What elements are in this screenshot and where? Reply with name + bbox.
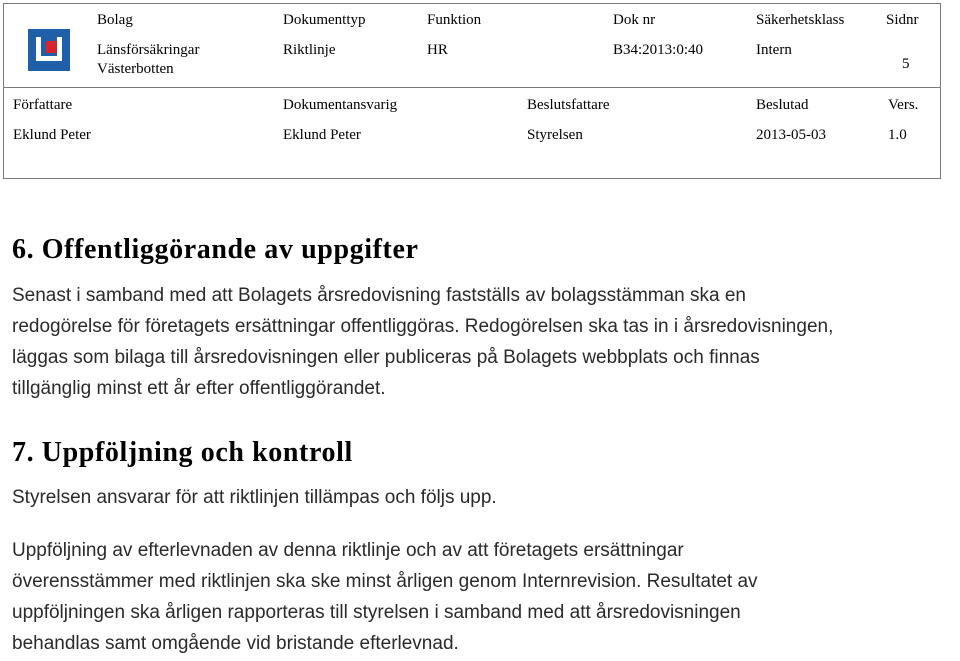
label-dokumentansvarig: Dokumentansvarig [283, 97, 398, 113]
paragraph-line: Senast i samband med att Bolagets årsredovisning fastställs av bolagsstämman ska en [12, 285, 746, 306]
section-6-paragraph [12, 280, 960, 404]
value-beslutad: 2013-05-03 [756, 127, 826, 143]
label-sakerhetsklass: Säkerhetsklass [756, 12, 845, 28]
label-bolag: Bolag [97, 12, 133, 28]
value-bolag-line2: Västerbotten [97, 61, 174, 77]
label-beslutad: Beslutad [756, 97, 809, 113]
paragraph-line: behandlas samt omgående vid bristande efterlevnad. [12, 633, 459, 654]
label-funktion: Funktion [427, 12, 482, 28]
paragraph-line: uppföljningen ska årligen rapporteras till styrelsen i samband med att årsredovisningen [12, 602, 741, 623]
value-forfattare: Eklund Peter [13, 127, 91, 143]
paragraph-line: tillgänglig minst ett år efter offentliggörandet. [12, 378, 386, 399]
value-bolag-line1: Länsförsäkringar [97, 42, 200, 58]
section-7-paragraph-1 [12, 482, 960, 513]
section-heading-7: 7. Uppföljning och kontroll [12, 437, 353, 468]
label-beslutsfattare: Beslutsfattare [527, 97, 610, 113]
label-dokumenttyp: Dokumenttyp [283, 12, 366, 28]
paragraph-line: Styrelsen ansvarar för att riktlinjen tillämpas och följs upp. [12, 487, 497, 508]
value-vers: 1.0 [888, 127, 907, 143]
value-sakerhetsklass: Intern [756, 42, 792, 58]
paragraph-line: Uppföljning av efterlevnaden av denna riktlinje och av att företagets ersättningar [12, 540, 684, 561]
value-dok-nr: B34:2013:0:40 [613, 42, 704, 58]
value-dokumentansvarig: Eklund Peter [283, 127, 361, 143]
section-7-paragraph-2 [12, 535, 960, 659]
label-forfattare: Författare [13, 97, 73, 113]
value-beslutsfattare: Styrelsen [527, 127, 583, 143]
value-funktion: HR [427, 42, 448, 58]
lansforsakringar-logo-icon [28, 29, 70, 71]
value-dokumenttyp: Riktlinje [283, 42, 336, 58]
document-header-table [3, 3, 941, 179]
value-sidnr: 5 [902, 56, 910, 72]
logo-graphic [28, 29, 70, 71]
label-vers: Vers. [888, 97, 919, 113]
paragraph-line: överensstämmer med riktlinjen ska ske minst årligen genom Internrevision. Resultatet av [12, 571, 758, 592]
label-dok-nr: Dok nr [613, 12, 656, 28]
section-heading-6: 6. Offentliggörande av uppgifter [12, 234, 419, 265]
header-divider [4, 87, 940, 88]
label-sidnr: Sidnr [886, 12, 919, 28]
paragraph-line: redogörelse för företagets ersättningar offentliggöras. Redogörelsen ska tas in i årsredovisningen, [12, 316, 834, 337]
paragraph-line: läggas som bilaga till årsredovisningen eller publiceras på Bolagets webbplats och finnas [12, 347, 760, 368]
